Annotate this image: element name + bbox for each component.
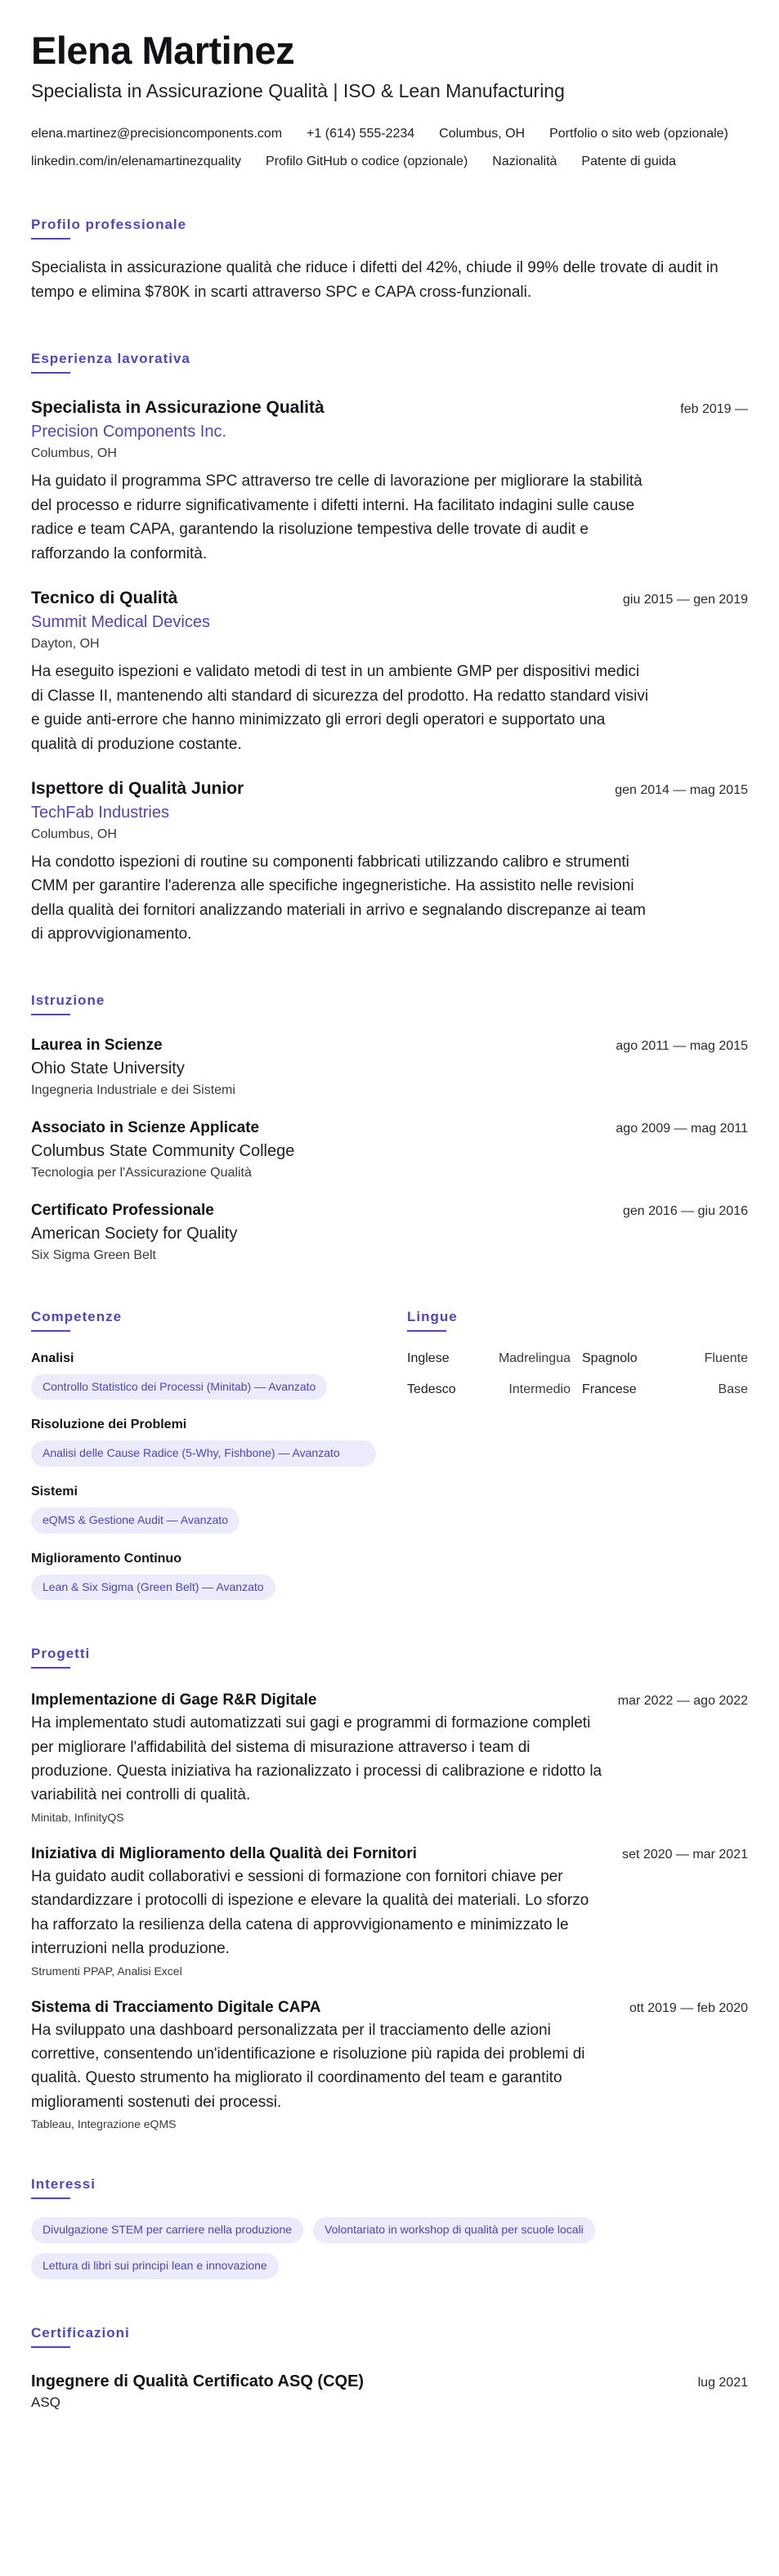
certifications-section (31, 2325, 748, 2411)
education-school: Columbus State Community College (31, 1141, 295, 1160)
project-description: Ha sviluppato una dashboard personalizzata per il tracciamento delle azioni correttive, consentendo un'identificazione e risoluzione più rapida dei problemi di qualità. Questo strumento ha migliorato il coordinamento del team e garantito miglioramenti sostenuti dei processi. (31, 2021, 585, 2111)
language-name: Tedesco (407, 1382, 456, 1396)
candidate-headline: Specialista in Assicurazione Qualità | ISO & Lean Manufacturing (31, 79, 565, 101)
profile-section (31, 217, 748, 306)
project-entry (31, 1691, 748, 1824)
project-entry (31, 1999, 748, 2131)
section-title-skills: Competenze (31, 1309, 122, 1332)
project-date: set 2020 — mar 2021 (622, 1847, 748, 1861)
contact-portfolio[interactable]: Portfolio o sito web (opzionale) (549, 126, 728, 141)
education-section (31, 992, 748, 1263)
skill-pill: Analisi delle Cause Radice (5-Why, Fishbone) — Avanzato (31, 1440, 376, 1467)
certification-entry (31, 2372, 748, 2411)
language-level: Madrelingua (498, 1351, 571, 1365)
education-field: Six Sigma Green Belt (31, 1248, 156, 1262)
education-degree: Laurea in Scienze (31, 1036, 163, 1054)
interest-pill: Volontariato in workshop di qualità per scuole locali (313, 2217, 595, 2243)
job-company: TechFab Industries (31, 803, 169, 822)
contact-email[interactable]: elena.martinez@precisioncomponents.com (31, 126, 283, 141)
contact-github[interactable]: Profilo GitHub o codice (opzionale) (266, 154, 468, 168)
education-entry (31, 1119, 748, 1180)
interest-pill: Divulgazione STEM per carriere nella produzione (31, 2217, 303, 2243)
job-entry (31, 398, 748, 566)
experience-section (31, 351, 748, 946)
job-description: Ha guidato il programma SPC attraverso tre celle di lavorazione per migliorare la stabilità del processo e ridurre significativamente i difetti interni. Ha facilitato indagini sulle cause radice e team CAPA, garantendo la risoluzione tempestiva delle trovate di audit e rafforzando la conformità. (31, 473, 642, 562)
language-level: Intermedio (508, 1382, 571, 1396)
interest-pill: Lettura di libri sui principi lean e innovazione (31, 2253, 279, 2279)
education-date: gen 2016 — giu 2016 (622, 1203, 748, 1218)
project-date: mar 2022 — ago 2022 (617, 1694, 748, 1709)
project-tech: Minitab, InfinityQS (31, 1810, 124, 1824)
section-title-profile: Profilo professionale (31, 217, 186, 240)
job-company: Precision Components Inc. (31, 423, 227, 441)
skill-group (31, 1351, 407, 1400)
certification-title: Ingegnere di Qualità Certificato ASQ (CQE) (31, 2372, 365, 2390)
skill-group (31, 1418, 407, 1467)
job-description: Ha condotto ispezioni di routine su componenti fabbricati utilizzando calibro e strumenti CMM per garantire l'aderenza alle specifiche ingegneristiche. Ha assistito nelle revisioni della qualità dei fornitori analizzando materiali in arrivo e segnalando discrepanze ai team di approvvigionamento. (31, 853, 646, 943)
skill-pill: Controllo Statistico dei Processi (Minitab) — Avanzato (31, 1374, 327, 1400)
job-entry (31, 589, 748, 756)
section-title-projects: Progetti (31, 1646, 90, 1669)
skill-category: Miglioramento Continuo (31, 1551, 181, 1566)
interests-section (31, 2176, 748, 2278)
section-title-experience: Esperienza lavorativa (31, 351, 190, 374)
contact-location: Columbus, OH (439, 126, 526, 141)
contact-driving-license: Patente di guida (581, 154, 677, 168)
language-level: Fluente (704, 1351, 748, 1365)
job-entry (31, 779, 748, 947)
education-entry (31, 1037, 748, 1098)
skill-category: Risoluzione dei Problemi (31, 1418, 187, 1432)
skill-pill: Lean & Six Sigma (Green Belt) — Avanzato (31, 1575, 275, 1601)
job-description: Ha eseguito ispezioni e validato metodi di test in un ambiente GMP per dispositivi medici di Classe II, mantenendo alti standard di sicurezza del prodotto. Ha redatto standard visivi e guide anti-errore che hanno minimizzato gli errori degli operatori e supportato una qualità di produzione costante. (31, 663, 649, 753)
language-name: Francese (582, 1382, 637, 1396)
project-title: Implementazione di Gage R&R Digitale (31, 1691, 317, 1709)
resume-header (31, 29, 748, 176)
education-degree: Associato in Scienze Applicate (31, 1118, 260, 1136)
job-date: feb 2019 — (680, 402, 748, 417)
project-date: ott 2019 — feb 2020 (629, 2000, 748, 2015)
job-location: Dayton, OH (31, 637, 100, 652)
job-company: Summit Medical Devices (31, 613, 210, 632)
education-field: Tecnologia per l'Assicurazione Qualità (31, 1165, 252, 1180)
certification-date: lug 2021 (697, 2375, 748, 2390)
education-date: ago 2009 — mag 2011 (616, 1121, 748, 1136)
language-level: Base (718, 1382, 748, 1396)
section-title-education: Istruzione (31, 992, 105, 1015)
job-date: giu 2015 — gen 2019 (622, 593, 748, 607)
interests-list (31, 2217, 701, 2278)
skill-category: Analisi (31, 1351, 74, 1365)
skills-languages-row (31, 1309, 748, 1600)
project-description: Ha guidato audit collaborativi e sessioni di formazione con fornitori chiave per standardizzare i protocolli di ispezione e elevare la qualità dei materiali. Lo sforzo ha rafforzato la resilienza della catena di approvvigionamento e minimizzato le interruzioni nella produzione. (31, 1867, 589, 1958)
contact-linkedin[interactable]: linkedin.com/in/elenamartinezquality (31, 154, 242, 168)
projects-section (31, 1646, 748, 2130)
skill-category: Sistemi (31, 1484, 78, 1499)
skill-group (31, 1485, 407, 1534)
section-title-languages: Lingue (407, 1309, 458, 1332)
job-location: Columbus, OH (31, 446, 117, 461)
project-title: Iniziativa di Miglioramento della Qualità dei Fornitori (31, 1844, 417, 1862)
contact-nationality: Nazionalità (492, 154, 557, 168)
contact-phone[interactable]: +1 (614) 555-2234 (307, 126, 415, 141)
section-title-certifications: Certificazioni (31, 2325, 130, 2348)
project-tech: Strumenti PPAP, Analisi Excel (31, 1964, 182, 1978)
certification-issuer: ASQ (31, 2394, 60, 2410)
education-school: American Society for Quality (31, 1224, 238, 1243)
languages-list (407, 1351, 748, 1397)
candidate-name: Elena Martinez (31, 29, 295, 72)
skills-section (31, 1309, 407, 1600)
section-title-interests: Interessi (31, 2176, 96, 2199)
education-entry (31, 1202, 748, 1263)
language-name: Spagnolo (582, 1351, 638, 1365)
job-title: Tecnico di Qualità (31, 589, 178, 608)
project-title: Sistema di Tracciamento Digitale CAPA (31, 1998, 321, 2016)
languages-section (407, 1309, 748, 1600)
skill-pill: eQMS & Gestione Audit — Avanzato (31, 1508, 240, 1534)
education-date: ago 2011 — mag 2015 (616, 1038, 748, 1053)
language-name: Inglese (407, 1351, 450, 1365)
project-entry (31, 1845, 748, 1978)
job-date: gen 2014 — mag 2015 (615, 782, 748, 797)
project-tech: Tableau, Integrazione eQMS (31, 2117, 177, 2131)
job-title: Ispettore di Qualità Junior (31, 778, 244, 798)
education-field: Ingegneria Industriale e dei Sistemi (31, 1082, 235, 1097)
education-degree: Certificato Professionale (31, 1201, 214, 1219)
contact-list (31, 120, 748, 176)
skill-group (31, 1552, 407, 1601)
job-location: Columbus, OH (31, 827, 117, 841)
job-title: Specialista in Assicurazione Qualità (31, 398, 325, 418)
project-description: Ha implementato studi automatizzati sui gagi e programmi di formazione completi per migliorare l'affidabilità del sistema di misurazione attraverso i team di produzione. Questa iniziativa ha razionalizzato i processi di calibrazione e ridotto la variabilità nei controlli di qualità. (31, 1714, 602, 1804)
education-school: Ohio State University (31, 1059, 185, 1077)
profile-summary: Specialista in assicurazione qualità che riduce i difetti del 42%, chiude il 99% delle trovate di audit in tempo e elimina $780K in scarti attraverso SPC e CAPA cross-funzionali. (31, 258, 719, 302)
